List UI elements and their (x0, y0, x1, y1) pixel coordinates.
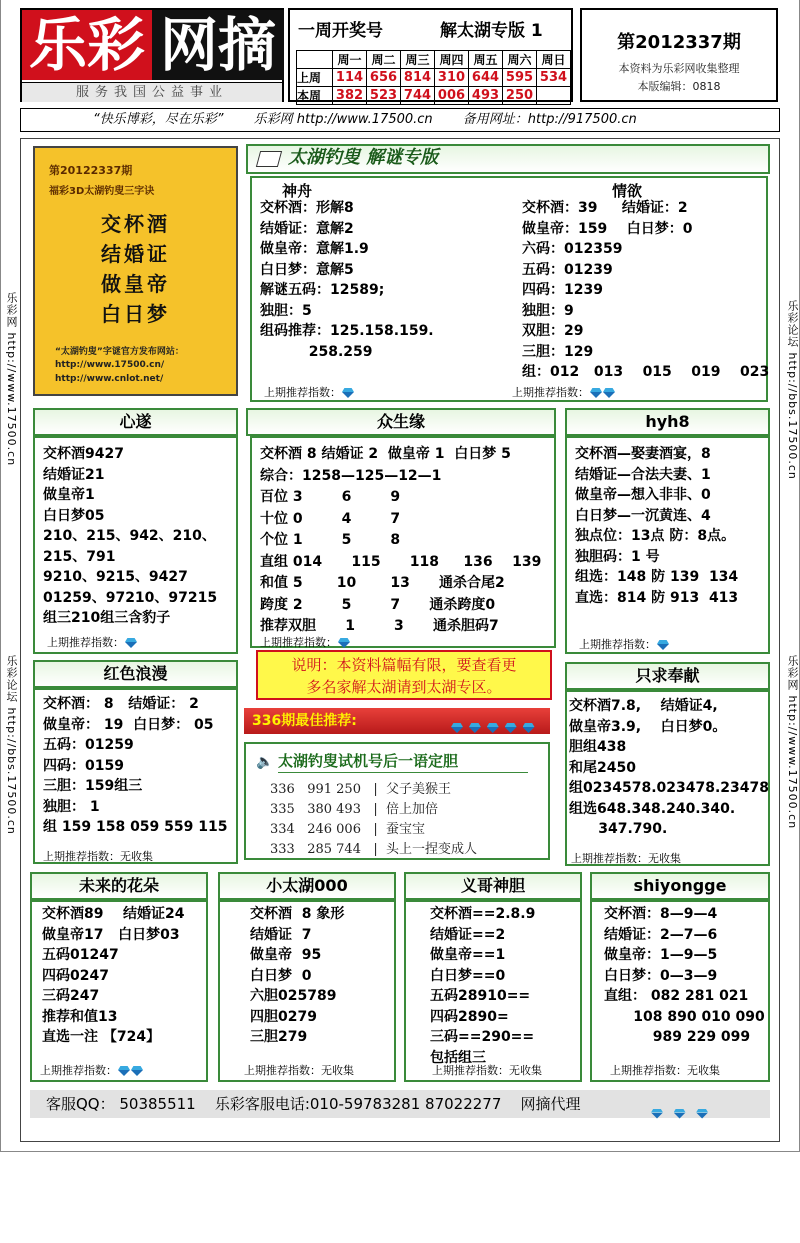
diamond-icon (696, 1109, 708, 1119)
zhiqiu-text: 交杯酒7.8, 结婚证4, 做皇帝3.9, 白日梦0。 胆组438 和尾2450 组0234578.023478.23478 组选648.348.240.340. 347.790. (569, 698, 769, 837)
diamond-icon (603, 388, 615, 398)
hongse-text: 交杯酒： 8 结婚证： 2 做皇帝： 19 白日梦： 05 五码：01259 四码：0159 三胆：159组三 独胆： 1 组 159 158 059 559 115 (43, 696, 228, 835)
note-box (256, 650, 552, 700)
hongse-header: 红色浪漫 (33, 660, 238, 688)
footer-agent[interactable]: 网摘代理 (520, 1095, 581, 1113)
issue-note: 本资料为乐彩网收集整理 (618, 62, 740, 75)
this-week-number: 006 (435, 87, 469, 105)
shiyongge-index: 上期推荐指数：无收集 (610, 1064, 720, 1077)
day-header: 周六 (503, 51, 537, 69)
edition-title: 解太湖专版 1 (440, 21, 543, 41)
xinsui-panel (33, 436, 238, 654)
hyh8-panel (565, 436, 770, 654)
issue-editor: 本版编辑：0818 (637, 80, 721, 93)
xiaotaihu-text: 交杯酒 8 象形 结婚证 7 做皇帝 95 白日梦 0 六胆025789 四胆0279 三胆279 (250, 906, 345, 1045)
taihu-panel (250, 176, 768, 402)
hyh8-header: hyh8 (565, 408, 770, 436)
diamond-icon (590, 388, 602, 398)
shiyongge-panel (590, 900, 770, 1082)
lecai-logo (20, 8, 284, 102)
url-bar (20, 108, 780, 132)
best-recommend-title: 336期最佳推荐: (252, 713, 357, 729)
issue-number: 第2012337期 (617, 32, 741, 53)
last-week-number: 595 (503, 69, 537, 87)
day-header: 周四 (435, 51, 469, 69)
taihu-poster (33, 146, 238, 396)
last-week-number: 114 (333, 69, 367, 87)
this-week-number: 523 (367, 87, 401, 105)
diamond-icon (651, 1109, 663, 1119)
poster-line-2: 结婚证 (101, 242, 170, 266)
shenzhou-index: 上期推荐指数： (264, 384, 354, 400)
poster-url-2[interactable]: http://www.cnlot.net/ (55, 374, 164, 384)
diamond-icon (523, 723, 535, 733)
best-rating (450, 715, 535, 741)
diamond-icon (131, 1066, 143, 1076)
xiaotaihu-panel (218, 900, 396, 1082)
shiji-rows: 336 991 250 | 父子美猴王 335 380 493 | 倍上加倍 334 246 006 | 蚕宝宝 333 285 744 | 头上一捏变成人 (270, 782, 478, 857)
taihu-header (246, 144, 770, 174)
last-week-number: 656 (367, 69, 401, 87)
day-header: 周一 (333, 51, 367, 69)
side-text-right-bottom: 乐彩网 http://www.17500.cn (786, 655, 799, 830)
book-icon (256, 151, 282, 167)
this-week-label: 本周 (297, 87, 333, 105)
draw-table (296, 50, 571, 105)
yige-panel (404, 900, 582, 1082)
xiaotaihu-index: 上期推荐指数：无收集 (244, 1064, 354, 1077)
weilai-index: 上期推荐指数： (40, 1062, 143, 1078)
diamond-icon (487, 723, 499, 733)
poster-line-3: 做皇帝 (101, 272, 170, 296)
yige-text: 交杯酒==2.8.9 结婚证==2 做皇帝==1 白日梦==0 五码28910== 四码2890= 三码==290== 包括组三 (430, 906, 536, 1066)
poster-url-1[interactable]: http://www.17500.cn/ (55, 360, 165, 370)
qingyu-name: 情欲 (612, 182, 643, 200)
logo-word-2: 网摘 (152, 10, 284, 80)
day-header: 周日 (537, 51, 571, 69)
shiji-table (244, 742, 550, 860)
shenzhou-name: 神舟 (282, 182, 313, 200)
shiyongge-text: 交杯酒：8—9—4 结婚证：2—7—6 做皇帝：1—9—5 白日梦：0—3—9 直组： 082 281 021 108 890 010 090 989 229 099 (604, 906, 765, 1045)
best-recommend-bar (244, 708, 550, 734)
speaker-icon: 🔈 (256, 754, 274, 770)
diamond-icon (657, 640, 669, 650)
weilai-header: 未来的花朵 (30, 872, 208, 900)
day-header: 周三 (401, 51, 435, 69)
taihu-title: 太湖钓叟 解谜专版 (288, 147, 439, 168)
last-week-number: 534 (537, 69, 571, 87)
issue-box (580, 8, 778, 102)
backup-link[interactable]: 备用网址：http://917500.cn (462, 112, 637, 127)
zhongsheng-text: 交杯酒 8 结婚证 2 做皇帝 1 白日梦 5 综合：1258—125—12—1 百位 3 6 9 十位 0 4 7 个位 1 5 8 直组 014 115 118 136 139 和值 5 10 13 通杀合尾2 跨度 2 5 7 通杀跨度0 推荐双胆 1 3 通杀胆码7 (260, 446, 542, 634)
diamond-icon (505, 723, 517, 733)
side-text-right-top: 乐彩论坛 http://bbs.17500.cn (786, 300, 799, 480)
diamond-icon (338, 638, 350, 648)
this-week-number (537, 87, 571, 105)
qingyu-text: 交杯酒：39 结婚证：2 做皇帝：159 白日梦：0 六码：012359 五码：01239 四码：1239 独胆：9 双胆：29 三胆：129 组：012 013 015 019 023 (522, 200, 770, 380)
day-header: 周五 (469, 51, 503, 69)
note-line-2: 多名家解太湖请到太湖专区。 (306, 678, 502, 696)
diamond-icon (125, 638, 137, 648)
diamond-icon (451, 723, 463, 733)
last-week-label: 上周 (297, 69, 333, 87)
weilai-text: 交杯酒89 结婚证24 做皇帝17 白日梦03 五码01247 四码0247 三码247 推荐和值13 直选一注 【724】 (42, 906, 185, 1045)
side-text-left-top: 乐彩网 http://www.17500.cn (5, 292, 18, 467)
hongse-panel (33, 688, 238, 864)
zhongsheng-index: 上期推荐指数： (260, 634, 350, 650)
weekly-draw-box (288, 8, 573, 102)
site-link[interactable]: 乐彩网 http://www.17500.cn (253, 112, 433, 127)
url-slogan: “快乐博彩，尽在乐彩” (93, 112, 224, 127)
yige-header: 义哥神胆 (404, 872, 582, 900)
draw-title: 一周开奖号 (298, 21, 383, 41)
hongse-index: 上期推荐指数：无收集 (43, 850, 153, 863)
note-line-1: 说明：本资料篇幅有限，要查看更 (291, 656, 517, 674)
this-week-number: 250 (503, 87, 537, 105)
side-text-left-bottom: 乐彩论坛 http://bbs.17500.cn (5, 655, 18, 835)
last-week-number: 310 (435, 69, 469, 87)
logo-slogan: 服务我国公益事业 (22, 82, 282, 102)
diamond-icon (342, 388, 354, 398)
hyh8-text: 交杯酒—娶妻酒宴，8 结婚证—合法夫妻、1 做皇帝—想入非非、0 白日梦—一沉黄连、4 独点位：13点 防：8点。 独胆码：1 号 组选：148 防 139 134 直选：814 防 913 413 (575, 446, 739, 606)
qingyu-index: 上期推荐指数： (512, 384, 615, 400)
shiji-divider (278, 772, 528, 773)
diamond-icon (118, 1066, 130, 1076)
shiji-title: 太湖钓叟试机号后一语定胆 (278, 752, 459, 770)
hyh8-index: 上期推荐指数： (579, 636, 669, 652)
poster-issue: 第20122337期 (49, 164, 133, 177)
footer-qq: 客服QQ： 50385511 (46, 1095, 196, 1113)
xiaotaihu-header: 小太湖000 (218, 872, 396, 900)
diamond-icon (674, 1109, 686, 1119)
zhiqiu-header: 只求奉献 (565, 662, 770, 690)
zhiqiu-panel (565, 690, 770, 866)
zhiqiu-index: 上期推荐指数：无收集 (571, 852, 681, 865)
zhongsheng-header: 众生缘 (246, 408, 556, 436)
this-week-number: 493 (469, 87, 503, 105)
poster-subtitle: 福彩3D太湖钓叟三字诀 (49, 186, 155, 197)
this-week-number: 382 (333, 87, 367, 105)
xinsui-text: 交杯酒9427 结婚证21 做皇帝1 白日梦05 210、215、942、210、 215、791 9210、9215、9427 01259、97210、97215 组三210组三含豹子 (43, 446, 218, 626)
last-week-number: 814 (401, 69, 435, 87)
footer-bar (30, 1090, 770, 1118)
diamond-icon (469, 723, 481, 733)
this-week-number: 744 (401, 87, 435, 105)
footer-phone: 乐彩客服电话:010-59783281 87022277 (214, 1095, 502, 1113)
weilai-panel (30, 900, 208, 1082)
xinsui-index: 上期推荐指数： (47, 634, 137, 650)
footer-rating (650, 1099, 740, 1119)
zhongsheng-panel (250, 436, 556, 648)
shiyongge-header: shiyongge (590, 872, 770, 900)
shenzhou-text: 交杯酒：形解8 结婚证：意解2 做皇帝：意解1.9 白日梦：意解5 解谜五码：12589; 独胆：5 组码推荐：125.158.159. 258.259 (260, 200, 434, 360)
poster-line-1: 交杯酒 (101, 212, 170, 236)
poster-site-note: “太湖钓叟”字谜官方发布网站： (55, 347, 184, 357)
xinsui-header: 心遂 (33, 408, 238, 436)
poster-line-4: 白日梦 (101, 302, 170, 326)
logo-word-1: 乐彩 (22, 10, 152, 80)
day-header: 周二 (367, 51, 401, 69)
yige-index: 上期推荐指数：无收集 (432, 1064, 542, 1077)
last-week-number: 644 (469, 69, 503, 87)
